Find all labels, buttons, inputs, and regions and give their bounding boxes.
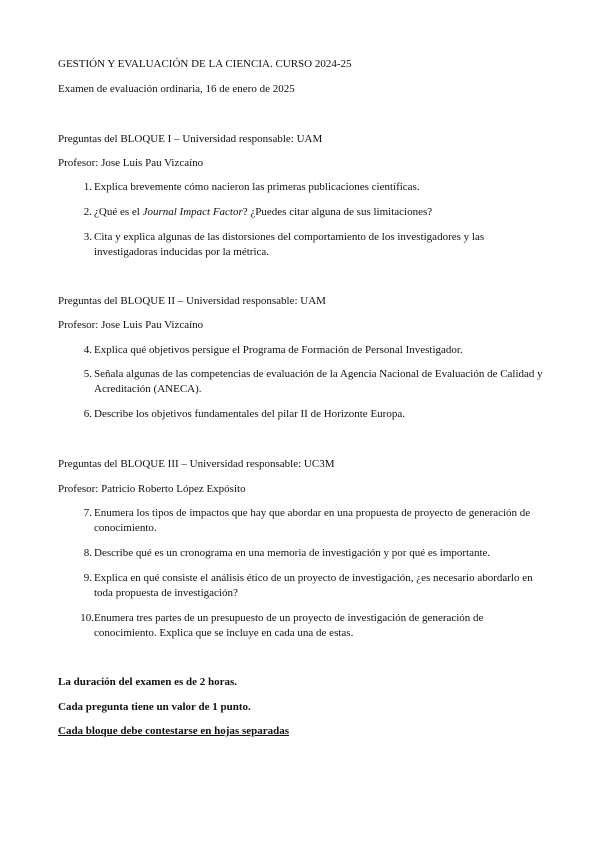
question-7 <box>76 506 546 536</box>
question-text: Señala algunas de las competencias de evaluación de la Agencia Nacional de Evaluación de Calidad y Acreditación (ANECA). <box>94 368 543 395</box>
question-3 <box>76 230 546 260</box>
block-3-heading: Preguntas del BLOQUE III – Universidad responsable: UC3M <box>58 458 335 470</box>
question-number: 2. <box>83 206 92 218</box>
question-2 <box>76 205 546 220</box>
question-text-post: ? ¿Puedes citar alguna de sus limitaciones? <box>242 206 433 218</box>
question-9 <box>76 571 546 601</box>
question-number: 9. <box>83 572 92 584</box>
block-3-professor: Profesor: Patricio Roberto López Expósito <box>58 483 246 495</box>
question-number: 10. <box>80 612 94 624</box>
question-5 <box>76 367 546 397</box>
question-number: 7. <box>83 507 92 519</box>
question-number: 4. <box>83 344 92 356</box>
block-1-heading: Preguntas del BLOQUE I – Universidad responsable: UAM <box>58 133 323 145</box>
question-number: 1. <box>83 181 92 193</box>
question-6 <box>76 407 546 422</box>
question-text: Explica qué objetivos persigue el Programa de Formación de Personal Investigador. <box>94 344 463 356</box>
exam-title: GESTIÓN Y EVALUACIÓN DE LA CIENCIA. CURSO 2024-25 <box>58 58 352 70</box>
question-value: Cada pregunta tiene un valor de 1 punto. <box>58 701 251 713</box>
exam-subtitle: Examen de evaluación ordinaria, 16 de enero de 2025 <box>58 83 295 95</box>
question-text-italic: Journal Impact Factor <box>142 206 243 218</box>
question-text: Enumera tres partes de un presupuesto de un proyecto de investigación de generación de conocimiento. Explica que se incluye en cada una de estas. <box>94 612 484 639</box>
question-10 <box>76 611 546 641</box>
question-text: Cita y explica algunas de las distorsiones del comportamiento de los investigadores y las investigadoras inducidas por la métrica. <box>94 231 485 258</box>
question-text: Describe qué es un cronograma en una memoria de investigación y por qué es importante. <box>94 547 491 559</box>
question-number: 6. <box>83 408 92 420</box>
question-1 <box>76 180 546 195</box>
exam-duration: La duración del examen es de 2 horas. <box>58 676 238 688</box>
block-1-professor: Profesor: Jose Luis Pau Vizcaíno <box>58 157 204 169</box>
question-text: Describe los objetivos fundamentales del pilar II de Horizonte Europa. <box>94 408 405 420</box>
separate-sheets-note: Cada bloque debe contestarse en hojas separadas <box>58 725 290 737</box>
question-text: Explica brevemente cómo nacieron las primeras publicaciones científicas. <box>94 181 420 193</box>
question-text: Enumera los tipos de impactos que hay que abordar en una propuesta de proyecto de generación de conocimiento. <box>94 507 531 534</box>
block-2-heading: Preguntas del BLOQUE II – Universidad responsable: UAM <box>58 295 326 307</box>
question-text-pre: ¿Qué es el <box>94 206 143 218</box>
question-number: 3. <box>83 231 92 243</box>
question-text: Explica en qué consiste el análisis ético de un proyecto de investigación, ¿es necesario abordarlo en toda propuesta de investigación? <box>94 572 533 599</box>
question-8 <box>76 546 546 561</box>
block-2-professor: Profesor: Jose Luis Pau Vizcaíno <box>58 319 204 331</box>
question-number: 8. <box>83 547 92 559</box>
question-number: 5. <box>83 368 92 380</box>
question-4 <box>76 343 546 358</box>
question-text <box>94 205 546 220</box>
